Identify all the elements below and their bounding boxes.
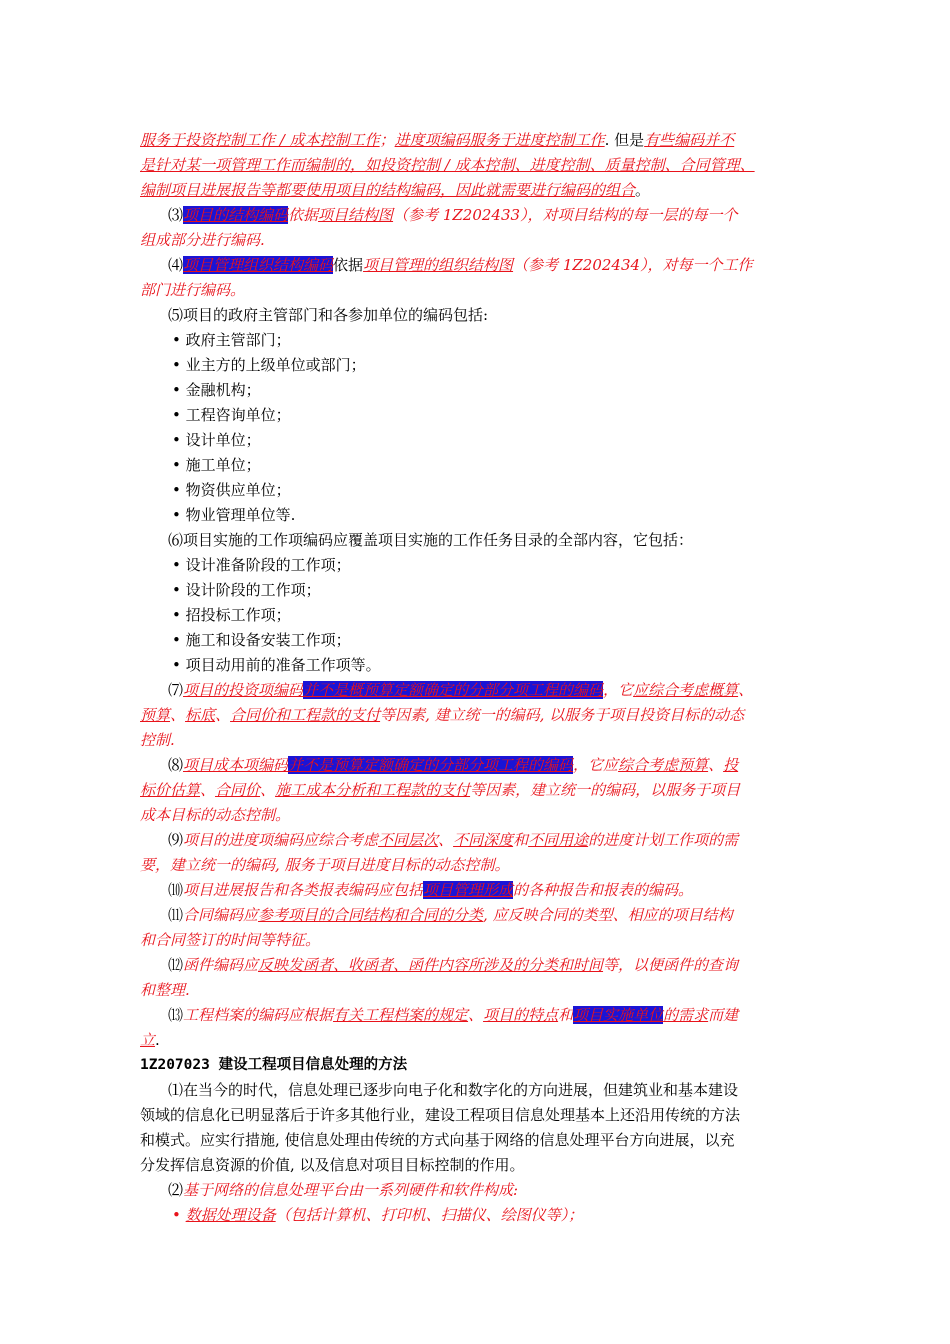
text-line [140, 653, 820, 678]
text-segment: • 设计准备阶段的工作项； [172, 556, 351, 574]
text-segment: 等，以便函件的查询 [603, 956, 739, 974]
text-segment: 项目的进度项编码应综合考虑 [183, 831, 379, 849]
text-line [140, 678, 820, 703]
text-line [140, 203, 820, 228]
text-segment: （参考 1Z202433），对项目结构的每一层的每一个 [393, 206, 738, 224]
highlighted-text: 项目管理形成 [423, 881, 514, 899]
underlined-text: 数据处理设备 [185, 1206, 276, 1224]
underlined-text: 施工成本分析和工程款的支付 [275, 781, 471, 799]
underlined-text: 综合考虑预算 [618, 756, 709, 774]
text-segment: • 物资供应单位； [172, 481, 291, 499]
text-line [140, 503, 820, 528]
text-segment: ⑼ [168, 831, 184, 849]
text-segment: 和 [558, 1006, 574, 1024]
underlined-text: 进度项编码服务于进度控制工作 [394, 131, 605, 149]
text-segment: • 物业管理单位等. [172, 506, 296, 524]
text-segment: ； [379, 131, 395, 149]
text-segment: • [172, 1206, 186, 1224]
text-line [140, 1153, 820, 1178]
underlined-text: 预算 [140, 706, 171, 724]
text-line [140, 528, 820, 553]
text-line [140, 828, 820, 853]
text-line [140, 903, 820, 928]
text-segment: 等因素, 建立统一的编码, 以服务于项目投资目标的动态 [380, 706, 745, 724]
text-segment: • 项目动用前的准备工作项等。 [172, 656, 381, 674]
highlighted-text: 并不是概预算定额确定的分部分项工程的编码 [303, 681, 604, 699]
underlined-text: 是针对某一项管理工作而编制的，如投资控制 / 成本控制、进度控制、质量控制、合同管理、 [140, 156, 755, 174]
text-segment: 组成部分进行编码. [140, 231, 265, 249]
text-segment: （参考 1Z202434），对每一个工作 [513, 256, 753, 274]
text-segment: • 设计单位； [172, 431, 261, 449]
text-segment: • 工程咨询单位； [172, 406, 291, 424]
highlighted-text: 项目的结构编码 [183, 206, 289, 224]
text-line [140, 928, 820, 953]
text-line [140, 128, 820, 153]
text-segment: 依据 [288, 206, 319, 224]
highlighted-text: 并不是预算定额确定的分部分项工程的编码 [288, 756, 574, 774]
text-line [140, 1178, 820, 1203]
text-segment: 、 [260, 781, 276, 799]
text-segment: ⒀ [168, 1006, 184, 1024]
text-line [140, 428, 820, 453]
underlined-text: 立 [140, 1031, 156, 1049]
text-segment: 、 [438, 831, 454, 849]
text-segment: ⑾ [168, 906, 184, 924]
text-segment: 、 [708, 756, 724, 774]
text-line [140, 778, 820, 803]
text-line [140, 453, 820, 478]
underlined-text: 标底 [185, 706, 216, 724]
text-line [140, 603, 820, 628]
underlined-text: 合同价 [215, 781, 261, 799]
text-segment: 、 [468, 1006, 484, 1024]
text-segment: 的各种报告和报表的编码。 [513, 881, 694, 899]
text-segment: 、 [738, 681, 754, 699]
text-line [140, 403, 820, 428]
underlined-text: 不同层次 [378, 831, 439, 849]
text-line [140, 478, 820, 503]
underlined-text: 不同用途 [528, 831, 589, 849]
text-line [140, 178, 820, 203]
text-line [140, 1078, 820, 1103]
text-line [140, 1003, 820, 1028]
text-segment: • 金融机构； [172, 381, 261, 399]
underlined-text: 项目管理的组织结构图 [363, 256, 514, 274]
underlined-text: 项目的特点 [483, 1006, 559, 1024]
text-line [140, 803, 820, 828]
text-segment: , 应反映合同的类型、相应的项目结构 [483, 906, 733, 924]
text-segment: 基于网络的信息处理平台由一系列硬件和软件构成: [183, 1181, 519, 1199]
text-segment: ，它 [603, 681, 634, 699]
highlighted-text: 项目管理组织结构编码 [183, 256, 334, 274]
underlined-text: 参考项目的合同结构和合同的分类 [258, 906, 484, 924]
text-segment: ⑷ [168, 256, 184, 274]
text-line [140, 228, 820, 253]
text-segment: 1Z207023 建设工程项目信息处理的方法 [140, 1057, 408, 1073]
text-line [140, 328, 820, 353]
text-segment: 项目进展报告和各类报表编码应包括 [183, 881, 424, 899]
text-line [140, 1103, 820, 1128]
text-line [140, 878, 820, 903]
text-segment: 合同编码应 [183, 906, 259, 924]
underlined-text: 反映发函者、收函者、函件内容所涉及的分类和时间 [258, 956, 604, 974]
text-line [140, 153, 820, 178]
text-segment: 要，建立统一的编码, 服务于项目进度目标的动态控制。 [140, 856, 510, 874]
text-line [140, 378, 820, 403]
underlined-text: 合同价和工程款的支付 [230, 706, 381, 724]
text-segment: • 设计阶段的工作项； [172, 581, 321, 599]
text-line [140, 753, 820, 778]
text-line [140, 953, 820, 978]
text-segment: . [155, 1031, 160, 1049]
text-segment: 依据 [333, 256, 364, 274]
underlined-text: 项目结构图 [318, 206, 394, 224]
text-segment: ⑺ [168, 681, 184, 699]
text-segment: • 政府主管部门； [172, 331, 291, 349]
underlined-text: 的需求 [663, 1006, 709, 1024]
text-segment: 的进度计划工作项的需 [588, 831, 739, 849]
underlined-text: 应综合考虑概算 [633, 681, 739, 699]
text-line [140, 703, 820, 728]
underlined-text: 服务于投资控制工作 / 成本控制工作 [140, 131, 380, 149]
text-segment: 和整理. [140, 981, 190, 999]
section-heading [140, 1053, 820, 1078]
text-line [140, 1128, 820, 1153]
text-segment: ⑸项目的政府主管部门和各参加单位的编码包括: [168, 306, 489, 324]
text-line [140, 578, 820, 603]
text-segment: ，它应 [573, 756, 619, 774]
text-segment: 、 [215, 706, 231, 724]
text-line [140, 353, 820, 378]
text-segment: 控制. [140, 731, 175, 749]
text-segment: 等因素，建立统一的编码，以服务于项目 [470, 781, 741, 799]
text-segment: 领域的信息化已明显落后于许多其他行业，建设工程项目信息处理基本上还沿用传统的方法 [140, 1106, 741, 1124]
text-segment: 和模式。应实行措施, 使信息处理由传统的方式向基于网络的信息处理平台方向进展，以充 [140, 1131, 735, 1149]
text-segment: ⑴在当今的时代，信息处理已逐步向电子化和数字化的方向进展，但建筑业和基本建设 [168, 1081, 739, 1099]
text-segment: ⑵ [168, 1181, 184, 1199]
text-segment: ⑻ [168, 756, 184, 774]
text-segment: • 业主方的上级单位或部门； [172, 356, 366, 374]
underlined-text: 投 [723, 756, 739, 774]
text-segment: . 但是 [604, 131, 645, 149]
underlined-text: 项目成本项编码 [183, 756, 289, 774]
text-segment: （包括计算机、打印机、扫描仪、绘图仪等）； [275, 1206, 584, 1224]
underlined-text: 有些编码并不 [644, 131, 735, 149]
text-segment: 、 [170, 706, 186, 724]
underlined-text: 不同深度 [453, 831, 514, 849]
underlined-text: 标价估算 [140, 781, 201, 799]
text-segment: 函件编码应 [183, 956, 259, 974]
text-segment: 分发挥信息资源的价值, 以及信息对项目目标控制的作用。 [140, 1156, 525, 1174]
text-segment: • 施工和设备安装工作项； [172, 631, 351, 649]
text-segment: ⑿ [168, 956, 184, 974]
text-segment: 、 [200, 781, 216, 799]
text-segment: • 施工单位； [172, 456, 261, 474]
text-line [140, 628, 820, 653]
text-segment: 。 [635, 181, 651, 199]
text-line [140, 553, 820, 578]
text-line [140, 1028, 820, 1053]
text-segment: 和 [513, 831, 529, 849]
text-segment: 和合同签订的时间等特征。 [140, 931, 321, 949]
text-line [140, 853, 820, 878]
text-segment: ⑽ [168, 881, 184, 899]
text-line [140, 1203, 820, 1228]
text-segment: • 招投标工作项； [172, 606, 291, 624]
highlighted-text: 项目实施单位 [573, 1006, 664, 1024]
text-segment: 工程档案的编码应根据 [183, 1006, 334, 1024]
text-line [140, 728, 820, 753]
text-line [140, 978, 820, 1003]
text-line [140, 303, 820, 328]
text-segment: 而建 [708, 1006, 739, 1024]
text-line [140, 278, 820, 303]
document-page [140, 128, 820, 1228]
text-segment: 部门进行编码。 [140, 281, 246, 299]
text-segment: ⑹项目实施的工作项编码应覆盖项目实施的工作任务目录的全部内容，它包括： [168, 531, 694, 549]
text-segment: ⑶ [168, 206, 184, 224]
text-line [140, 253, 820, 278]
underlined-text: 有关工程档案的规定 [333, 1006, 469, 1024]
underlined-text: 项目的投资项编码 [183, 681, 304, 699]
text-segment: 成本目标的动态控制。 [140, 806, 291, 824]
underlined-text: 编制项目进展报告等都要使用项目的结构编码，因此就需要进行编码的组合 [140, 181, 636, 199]
